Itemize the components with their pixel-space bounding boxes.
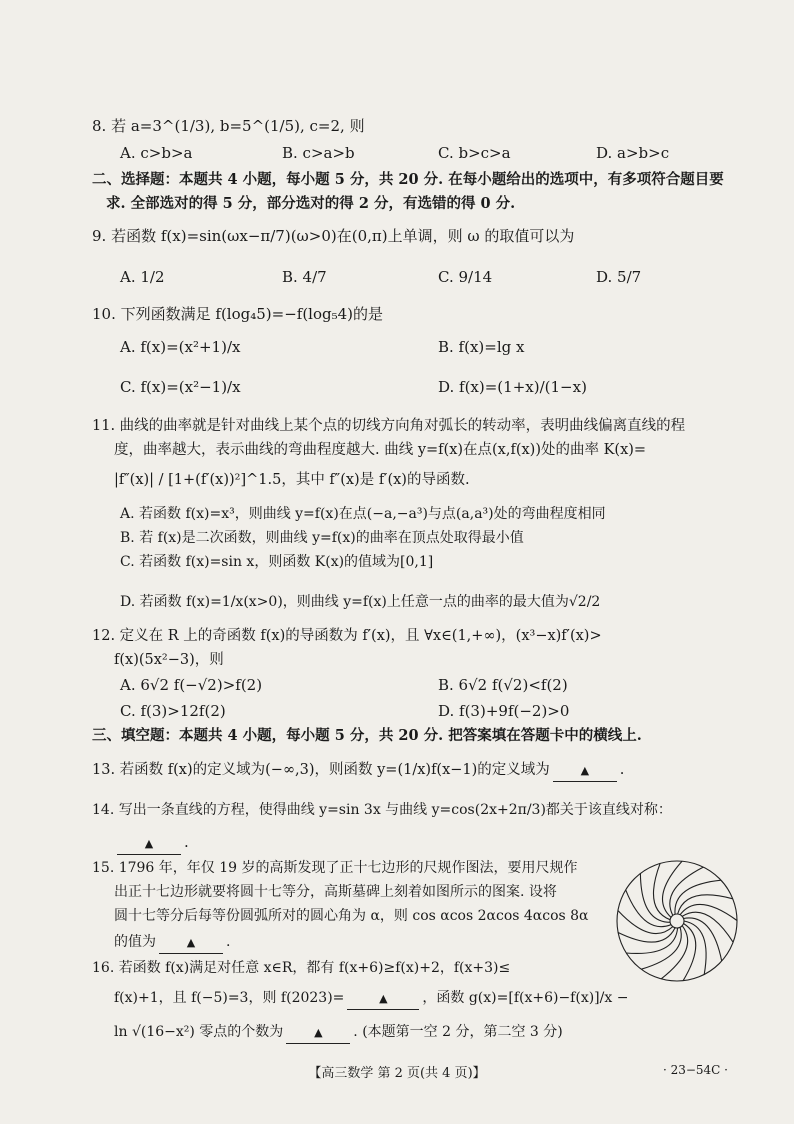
q15-line2: 出正十七边形就要将圆十七等分，高斯墓碑上刻着如图所示的图案. 设将 bbox=[114, 884, 557, 900]
q16-answer-blank-2[interactable] bbox=[286, 1022, 350, 1044]
q15-answer-blank[interactable] bbox=[159, 932, 223, 954]
section2-heading-line1: 二、选择题：本题共 4 小题，每小题 5 分，共 20 分. 在每小题给出的选项中，有多项符合题目要 bbox=[92, 171, 724, 188]
q16-answer-blank-1[interactable] bbox=[347, 988, 419, 1010]
q9-stem: 9. 若函数 f(x)=sin(ωx−π/7)(ω>0)在(0,π)上单调，则 ω 的取值可以为 bbox=[92, 227, 575, 245]
q13-end: . bbox=[619, 762, 625, 778]
petal-arc bbox=[653, 863, 670, 919]
q10-option-b: B. f(x)=lg x bbox=[438, 338, 525, 356]
outer-circle bbox=[617, 861, 737, 981]
q16-line2 bbox=[114, 988, 628, 1010]
page-code: · 23−54C · bbox=[662, 1063, 728, 1077]
q11-line2: 度，曲率越大，表示曲线的弯曲程度越大. 曲线 y=f(x)在点(x,f(x))处的曲率 K(x)= bbox=[114, 442, 647, 458]
section2-heading-line2: 求. 全部选对的得 5 分，部分选对的得 2 分，有选错的得 0 分. bbox=[106, 195, 516, 212]
triangle-icon: ▲ bbox=[379, 992, 388, 1005]
petal-arc bbox=[684, 918, 722, 961]
q10-option-a: A. f(x)=(x²+1)/x bbox=[120, 338, 241, 356]
q13-question bbox=[92, 760, 624, 782]
petal-arc bbox=[626, 928, 677, 953]
q11-option-d: D. 若函数 f(x)=1/x(x>0)，则曲线 y=f(x)上任意一点的曲率的最大值为√2/2 bbox=[120, 594, 601, 610]
q16-line3b: . (本题第一空 2 分，第二空 3 分) bbox=[353, 1024, 563, 1040]
triangle-icon: ▲ bbox=[144, 837, 154, 850]
q12-line2: f(x)(5x²−3)，则 bbox=[114, 652, 224, 668]
q9-option-c: C. 9/14 bbox=[438, 268, 493, 286]
q14-answer-blank[interactable] bbox=[117, 832, 181, 855]
petal-arc bbox=[641, 927, 681, 969]
q8-option-a: A. c>b>a bbox=[120, 144, 193, 162]
q14-end: . bbox=[184, 833, 189, 851]
triangle-icon: ▲ bbox=[580, 764, 590, 777]
q15-line1: 15. 1796 年，年仅 19 岁的高斯发现了正十七边形的尺规作图法，要用尺规作 bbox=[92, 860, 578, 876]
q16-line2a: f(x)+1，且 f(−5)=3，则 f(2023)= bbox=[114, 990, 345, 1006]
q16-line3a: ln √(16−x²) 零点的个数为 bbox=[114, 1024, 284, 1040]
petal-arc bbox=[684, 921, 706, 975]
q11-line3: |f″(x)| / [1+(f′(x))²]^1.5，其中 f″(x)是 f′(x)的导函数. bbox=[114, 472, 470, 488]
q8-option-b: B. c>a>b bbox=[282, 144, 355, 162]
q16-line1: 16. 若函数 f(x)满足对任意 x∈R，都有 f(x+6)≥f(x)+2，f(x+3)≤ bbox=[92, 960, 511, 976]
heptadecagon-figure bbox=[612, 856, 742, 986]
q8-option-c: C. b>c>a bbox=[438, 144, 511, 162]
inner-circle bbox=[670, 914, 684, 928]
q12-option-b: B. 6√2 f(√2)<f(2) bbox=[438, 676, 568, 694]
q8-stem: 8. 若 a=3^(1/3), b=5^(1/5), c=2, 则 bbox=[92, 117, 365, 135]
q11-option-c: C. 若函数 f(x)=sin x，则函数 K(x)的值域为[0,1] bbox=[120, 554, 434, 570]
q14-answer-line bbox=[114, 832, 189, 855]
q8-option-d: D. a>b>c bbox=[596, 144, 670, 162]
triangle-icon: ▲ bbox=[314, 1026, 323, 1039]
q10-stem: 10. 下列函数满足 f(log₄5)=−f(log₅4)的是 bbox=[92, 305, 384, 323]
q10-option-d: D. f(x)=(1+x)/(1−x) bbox=[438, 378, 587, 396]
q9-option-a: A. 1/2 bbox=[120, 268, 165, 286]
q12-option-c: C. f(3)>12f(2) bbox=[120, 702, 226, 720]
q11-option-b: B. 若 f(x)是二次函数，则曲线 y=f(x)的曲率在顶点处取得最小值 bbox=[120, 530, 524, 546]
q11-option-a: A. 若函数 f(x)=x³，则曲线 y=f(x)在点(−a,−a³)与点(a,a³)处的弯曲程度相同 bbox=[120, 506, 606, 522]
q12-option-d: D. f(3)+9f(−2)>0 bbox=[438, 702, 570, 720]
q11-line1: 11. 曲线的曲率就是针对曲线上某个点的切线方向角对弧长的转动率，表明曲线偏离直线的程 bbox=[92, 418, 686, 434]
q16-line3 bbox=[114, 1022, 563, 1044]
q15-line3: 圆十七等分后每等份圆弧所对的圆心角为 α，则 cos αcos 2αcos 4αcos 8α bbox=[114, 908, 589, 924]
page-footer: 【高三数学 第 2 页(共 4 页)】 bbox=[308, 1066, 486, 1081]
q15-line4-wrap bbox=[114, 932, 230, 954]
q12-line1: 12. 定义在 R 上的奇函数 f(x)的导函数为 f′(x)，且 ∀x∈(1,+∞)，(x³−x)f′(x)> bbox=[92, 628, 602, 644]
q15-end: . bbox=[226, 934, 231, 950]
q16-line2b: ，函数 g(x)=[f(x+6)−f(x)]/x − bbox=[422, 990, 629, 1006]
triangle-icon: ▲ bbox=[186, 936, 196, 949]
q15-line4: 的值为 bbox=[114, 934, 156, 950]
q10-option-c: C. f(x)=(x²−1)/x bbox=[120, 378, 241, 396]
petal-arc bbox=[618, 928, 675, 942]
petal-arc bbox=[675, 880, 721, 914]
q13-answer-blank[interactable] bbox=[553, 760, 617, 782]
q9-option-d: D. 5/7 bbox=[596, 268, 642, 286]
q12-option-a: A. 6√2 f(−√2)>f(2) bbox=[120, 676, 263, 694]
q13-stem: 13. 若函数 f(x)的定义域为(−∞,3)，则函数 y=(1/x)f(x−1)的定义域为 bbox=[92, 762, 550, 778]
q9-option-b: B. 4/7 bbox=[282, 268, 327, 286]
section3-heading: 三、填空题：本题共 4 小题，每小题 5 分，共 20 分. 把答案填在答题卡中的横线上. bbox=[92, 727, 642, 744]
q14-stem: 14. 写出一条直线的方程，使得曲线 y=sin 3x 与曲线 y=cos(2x+2π/3)都关于该直线对称： bbox=[92, 802, 672, 818]
